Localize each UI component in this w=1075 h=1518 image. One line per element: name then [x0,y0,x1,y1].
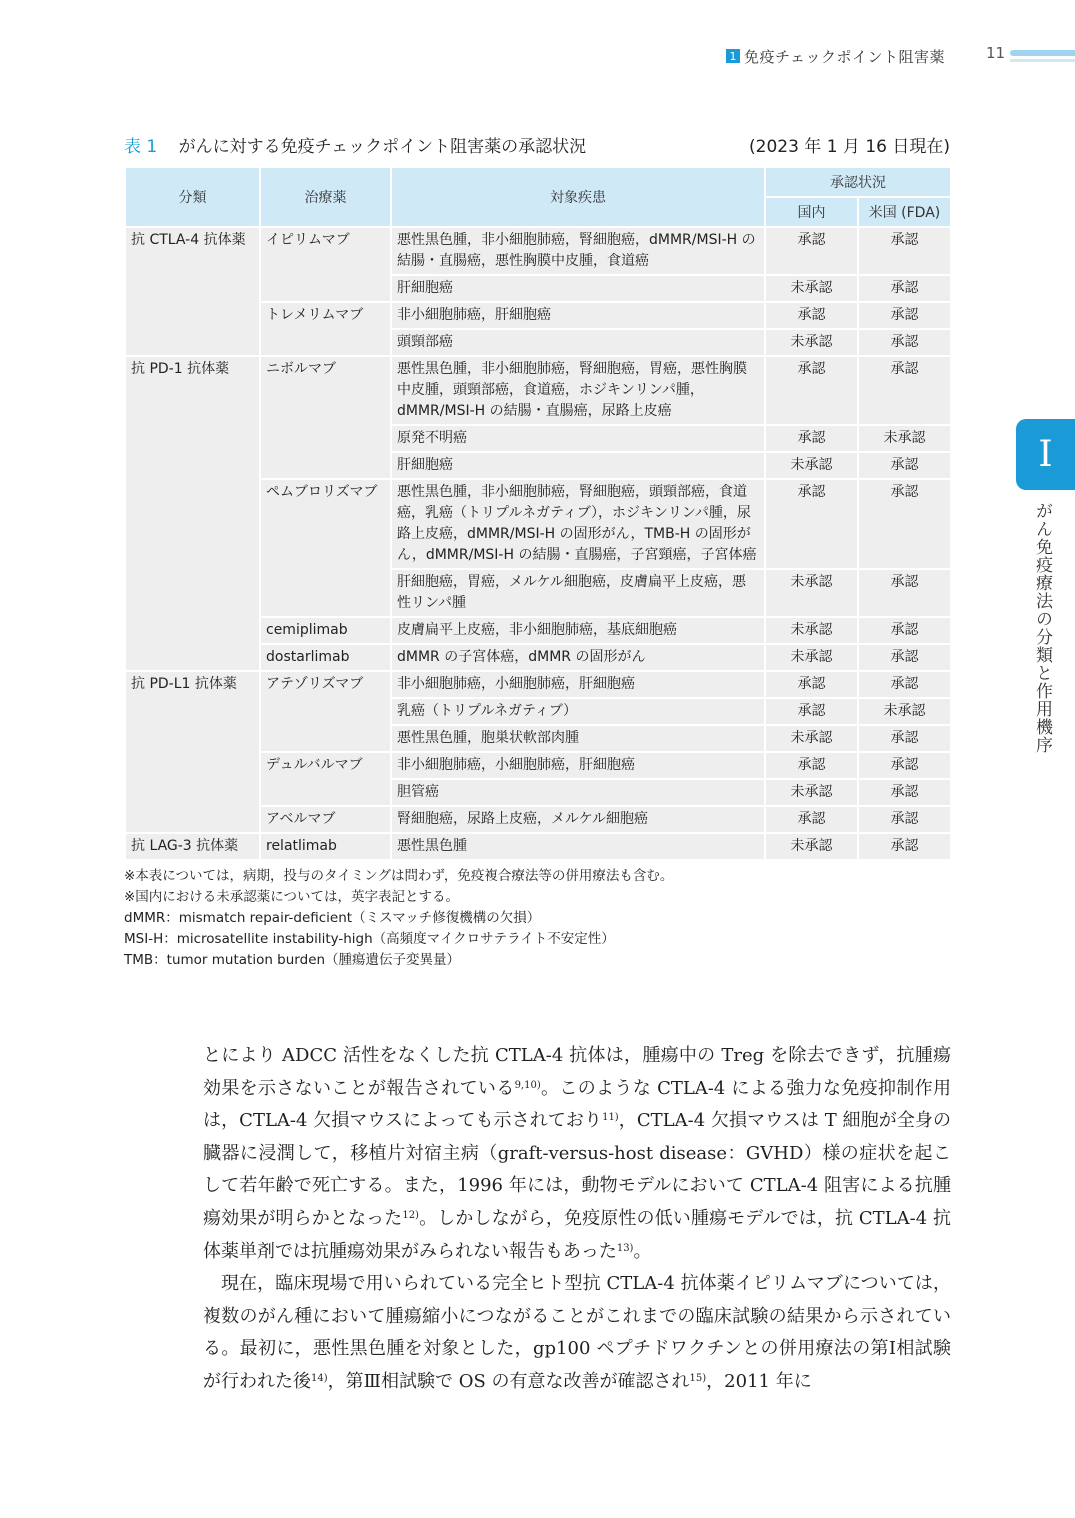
disease-cell: 腎細胞癌，尿路上皮癌，メルケル細胞癌 [391,806,765,833]
header-disease: 対象疾患 [391,167,765,227]
disease-cell: 非小細胞肺癌，小細胞肺癌，肝細胞癌 [391,752,765,779]
domestic-status-cell: 承認 [765,671,858,698]
drug-cell: ニボルマブ [260,356,391,479]
domestic-status-cell: 承認 [765,752,858,779]
approval-table [124,166,952,861]
domestic-status-cell: 承認 [765,356,858,425]
drug-cell: アテゾリズマブ [260,671,391,752]
disease-cell: 乳癌（トリプルネガティブ） [391,698,765,725]
class-cell: 抗 CTLA-4 抗体薬 [125,227,260,356]
header-fda: 米国 (FDA) [858,197,951,227]
drug-cell: ペムブロリズマブ [260,479,391,617]
disease-cell: 胆管癌 [391,779,765,806]
domestic-status-cell: 承認 [765,227,858,275]
table-notes [124,866,673,971]
text-run: ，2011 年に [706,1370,812,1392]
domestic-status-cell: 未承認 [765,452,858,479]
drug-cell: relatlimab [260,833,391,860]
fda-status-cell: 承認 [858,725,951,752]
class-cell: 抗 PD-1 抗体薬 [125,356,260,671]
running-header [726,44,945,68]
table-caption [124,132,950,158]
disease-cell: 頭頸部癌 [391,329,765,356]
disease-cell: 肝細胞癌 [391,452,765,479]
citation: 14) [311,1372,328,1384]
note-line: MSI-H：microsatellite instability-high（高頻度マイクロサテライト不安定性） [124,931,615,947]
domestic-status-cell: 未承認 [765,644,858,671]
disease-cell: 悪性黒色腫 [391,833,765,860]
drug-cell: cemiplimab [260,617,391,644]
disease-cell: 悪性黒色腫，非小細胞肺癌，腎細胞癌，胃癌，悪性胸膜中皮腫，頭頸部癌，食道癌，ホジキンリンパ腫，dMMR/MSI-H の結腸・直腸癌，尿路上皮癌 [391,356,765,425]
disease-cell: 肝細胞癌，胃癌，メルケル細胞癌，皮膚扁平上皮癌，悪性リンパ腫 [391,569,765,617]
fda-status-cell: 承認 [858,479,951,569]
text-run: 。しかしながら，免疫原性の低い腫瘍モデルでは，抗 CTLA-4 抗体薬単剤では抗腫瘍効果がみられない報告もあった [203,1207,952,1262]
drug-cell: アベルマブ [260,806,391,833]
fda-status-cell: 承認 [858,806,951,833]
body-text [203,1040,951,1399]
page-number: 11 [986,44,1006,62]
fda-status-cell: 承認 [858,617,951,644]
class-cell: 抗 PD-L1 抗体薬 [125,671,260,833]
citation: 9,10) [514,1079,541,1091]
fda-status-cell: 承認 [858,356,951,425]
citation: 13) [616,1242,634,1254]
section-number-badge: 1 [726,49,740,63]
disease-cell: 肝細胞癌 [391,275,765,302]
header-domestic: 国内 [765,197,858,227]
disease-cell: dMMR の子宮体癌，dMMR の固形がん [391,644,765,671]
citation: 15) [689,1372,707,1384]
fda-status-cell: 承認 [858,329,951,356]
header-drug: 治療薬 [260,167,391,227]
citation: 12) [402,1209,419,1221]
paragraph [203,1040,951,1268]
table-date: (2023 年 1 月 16 日現在) [749,137,950,157]
note-line: TMB：tumor mutation burden（腫瘍遺伝子変異量） [124,952,461,968]
table-row [125,833,951,860]
fda-status-cell: 承認 [858,569,951,617]
drug-cell: デュルバルマブ [260,752,391,806]
citation: 11) [602,1112,619,1124]
text-run: ，CTLA-4 欠損マウスは T 細胞が全身の臓器に浸潤して，移植片対宿主病（graft-versus-host disease：GVHD）様の症状を起こして若年齢で死亡する。また，1996 年には，動物モデルにおいて CTLA-4 阻害による抗腫瘍効果が明らかとなった [203,1110,951,1229]
header-decor-bar [1010,50,1075,56]
fda-status-cell: 承認 [858,452,951,479]
disease-cell: 皮膚扁平上皮癌，非小細胞肺癌，基底細胞癌 [391,617,765,644]
text-run: 現在，臨床現場で用いられている完全ヒト型抗 CTLA-4 抗体薬イピリムマブについては，複数のがん種において腫瘍縮小につながることがこれまでの臨床試験の結果から示されている。最初に，悪性黒色腫を対象とした，gp100 ペプチドワクチンとの併用療法の第Ⅰ相試験が行われた後 [203,1273,951,1392]
domestic-status-cell: 未承認 [765,275,858,302]
drug-cell: dostarlimab [260,644,391,671]
disease-cell: 悪性黒色腫，胞巣状軟部肉腫 [391,725,765,752]
chapter-tab-label: がん免疫療法の分類と作用機序 [1032,502,1052,754]
disease-cell: 悪性黒色腫，非小細胞肺癌，腎細胞癌，頭頸部癌，食道癌，乳癌（トリプルネガティブ），ホジキンリンパ腫，尿路上皮癌，dMMR/MSI-H の固形がん，TMB-H の固形がん，dMMR/MSI-H の結腸・直腸癌，子宮頸癌，子宮体癌 [391,479,765,569]
disease-cell: 原発不明癌 [391,425,765,452]
domestic-status-cell: 未承認 [765,569,858,617]
domestic-status-cell: 承認 [765,425,858,452]
chapter-tab: I [1016,419,1075,490]
domestic-status-cell: 未承認 [765,617,858,644]
note-line: ※本表については，病期，投与のタイミングは問わず，免疫複合療法等の併用療法も含む。 [124,868,674,884]
fda-status-cell: 承認 [858,671,951,698]
domestic-status-cell: 承認 [765,698,858,725]
fda-status-cell: 承認 [858,227,951,275]
fda-status-cell: 承認 [858,779,951,806]
table-label: 表 1 [124,137,158,157]
note-line: ※国内における未承認薬については，英字表記とする。 [124,889,460,905]
domestic-status-cell: 承認 [765,302,858,329]
domestic-status-cell: 承認 [765,479,858,569]
table-row [125,356,951,425]
fda-status-cell: 承認 [858,302,951,329]
paragraph [203,1268,951,1398]
table-row [125,671,951,698]
section-title: 免疫チェックポイント阻害薬 [744,47,946,66]
fda-status-cell: 未承認 [858,698,951,725]
header-approval: 承認状況 [765,167,951,197]
fda-status-cell: 承認 [858,833,951,860]
domestic-status-cell: 未承認 [765,329,858,356]
note-line: dMMR：mismatch repair-deficient（ミスマッチ修復機構の欠損） [124,910,541,926]
disease-cell: 非小細胞肺癌，小細胞肺癌，肝細胞癌 [391,671,765,698]
text-run: ，第Ⅲ相試験で OS の有意な改善が確認され [327,1370,690,1392]
domestic-status-cell: 承認 [765,806,858,833]
text-run: とにより ADCC 活性をなくした抗 CTLA-4 抗体は，腫瘍中の Treg を除去できず，抗腫瘍効果を示さないことが報告されている [203,1045,951,1099]
table-title: がんに対する免疫チェックポイント阻害薬の承認状況 [178,137,587,157]
class-cell: 抗 LAG-3 抗体薬 [125,833,260,860]
domestic-status-cell: 未承認 [765,779,858,806]
header-decor-bar-thin [1010,59,1075,62]
domestic-status-cell: 未承認 [765,725,858,752]
domestic-status-cell: 未承認 [765,833,858,860]
drug-cell: イピリムマブ [260,227,391,302]
fda-status-cell: 承認 [858,752,951,779]
text-run: 。 [633,1240,652,1262]
drug-cell: トレメリムマブ [260,302,391,356]
fda-status-cell: 承認 [858,275,951,302]
fda-status-cell: 承認 [858,644,951,671]
disease-cell: 非小細胞肺癌，肝細胞癌 [391,302,765,329]
text-run: 。このような CTLA-4 による強力な免疫抑制作用は，CTLA-4 欠損マウスによっても示されており [203,1077,951,1132]
fda-status-cell: 未承認 [858,425,951,452]
table-row [125,227,951,275]
header-class: 分類 [125,167,260,227]
disease-cell: 悪性黒色腫，非小細胞肺癌，腎細胞癌，dMMR/MSI-H の結腸・直腸癌，悪性胸膜中皮腫，食道癌 [391,227,765,275]
